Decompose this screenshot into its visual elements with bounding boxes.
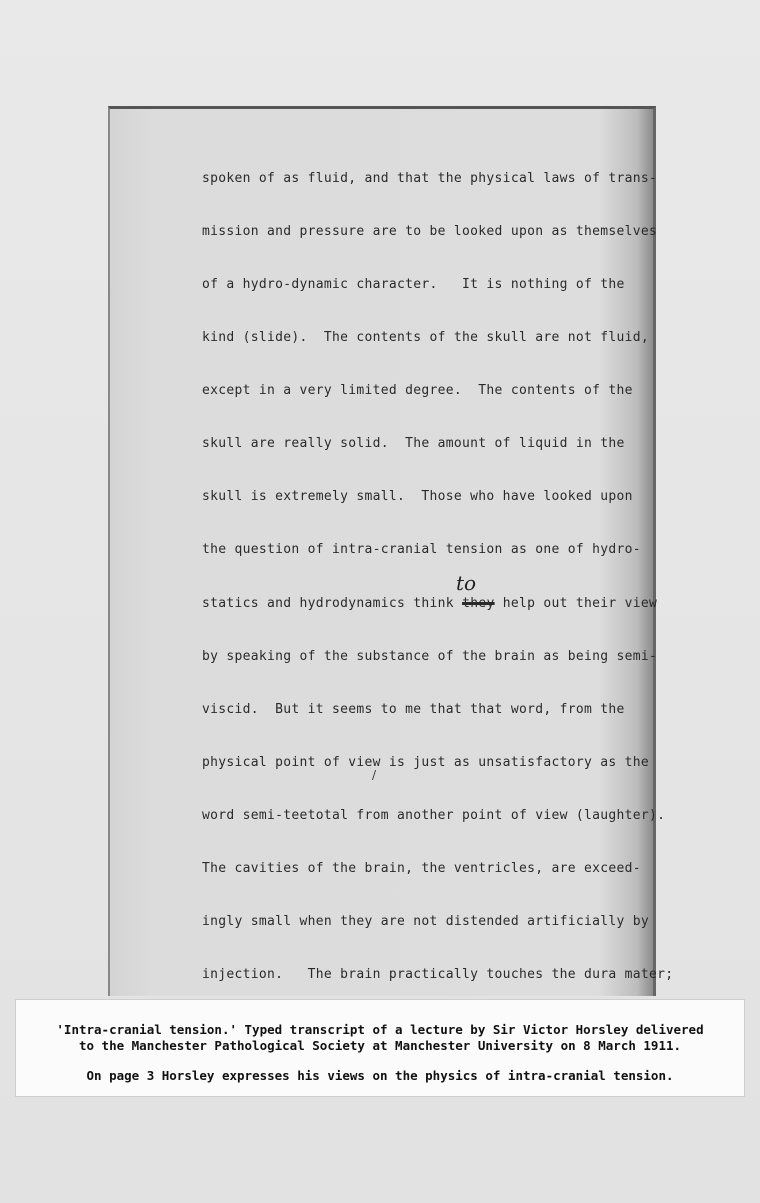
handwritten-tick: /	[372, 768, 377, 782]
typed-line-3: of a hydro-dynamic character. It is nothing of the	[202, 277, 625, 292]
typed-line-5: except in a very limited degree. The contents of the	[202, 383, 633, 398]
caption-label	[15, 999, 745, 1097]
typed-line-7: skull is extremely small. Those who have looked upon	[202, 489, 633, 504]
struck-word: they	[462, 596, 495, 611]
typed-line-16: injection. The brain practically touches the dura mater;	[202, 967, 674, 982]
caption-line-3: On page 3 Horsley expresses his views on the physics of intra-cranial tension.	[86, 1068, 674, 1083]
caption-line-1: 'Intra-cranial tension.' Typed transcript of a lecture by Sir Victor Horsley delivered	[56, 1022, 704, 1037]
typed-line-9	[202, 596, 657, 612]
typed-line-1: spoken of as fluid, and that the physical laws of trans-	[202, 171, 658, 186]
typed-line-6: skull are really solid. The amount of liquid in the	[202, 436, 625, 451]
caption-line-2: to the Manchester Pathological Society at Manchester University on 8 March 1911.	[78, 1038, 682, 1053]
typed-line-13: word semi-teetotal from another point of view (laughter).	[202, 808, 666, 823]
typed-page	[108, 106, 674, 996]
typed-line-8: the question of intra-cranial tension as one of hydro-	[202, 542, 641, 557]
line9-before: statics and hydrodynamics think	[202, 596, 463, 611]
typed-line-4: kind (slide). The contents of the skull are not fluid,	[202, 330, 649, 345]
typed-line-10: by speaking of the substance of the brain as being semi-	[202, 649, 658, 664]
line9-after: help out their view	[494, 596, 658, 611]
typed-line-11: viscid. But it seems to me that that word, from the	[202, 702, 625, 717]
typed-line-14: The cavities of the brain, the ventricles, are exceed-	[202, 861, 641, 876]
handwritten-insert-to: to	[456, 571, 477, 595]
typed-line-15: ingly small when they are not distended artificially by	[202, 914, 649, 929]
typed-line-12: physical point of view is just as unsatisfactory as the	[202, 755, 649, 770]
typed-line-2: mission and pressure are to be looked upon as themselves	[202, 224, 658, 239]
